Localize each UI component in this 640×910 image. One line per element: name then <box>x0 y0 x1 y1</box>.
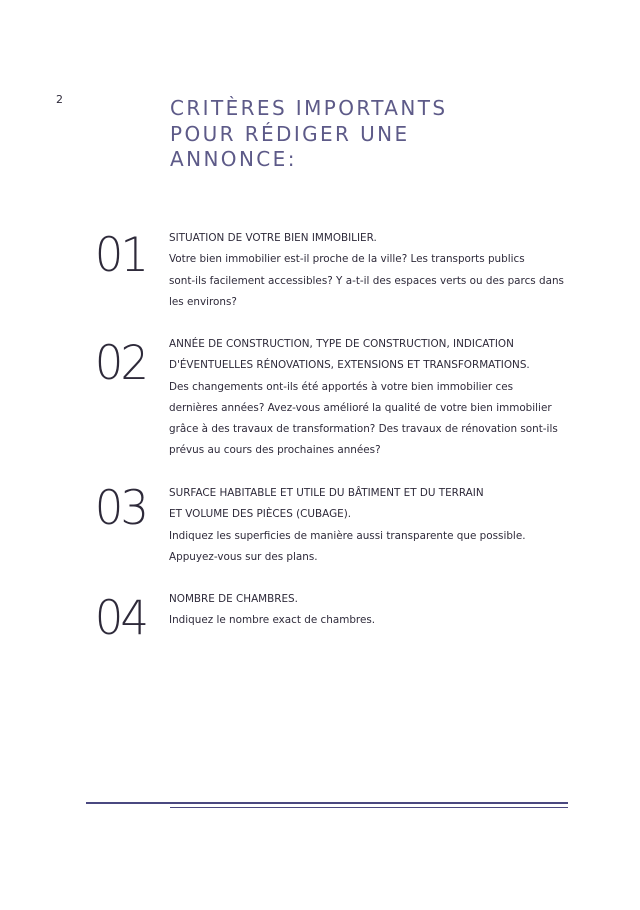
criterion-body-line: grâce à des travaux de transformation? Des travaux de rénovation sont-ils <box>169 423 558 436</box>
criterion-body-line: les environs? <box>169 295 237 308</box>
criterion-text <box>169 589 569 632</box>
title-line: POUR RÉDIGER UNE <box>170 121 410 146</box>
criterion-body-line: dernières années? Avez-vous amélioré la qualité de votre bien immobilier <box>169 401 552 414</box>
criterion-number: 01 <box>94 226 146 283</box>
criterion-text <box>169 483 569 568</box>
criterion-body-line: Appuyez-vous sur des plans. <box>169 550 318 563</box>
page-title <box>170 96 447 173</box>
criterion-heading: ET VOLUME DES PIÈCES (CUBAGE). <box>169 508 352 521</box>
criterion-body-line: prévus au cours des prochaines années? <box>169 444 381 457</box>
criterion-number: 04 <box>94 589 146 646</box>
criterion-body-line: sont-ils facilement accessibles? Y a-t-il des espaces verts ou des parcs dans <box>169 274 564 287</box>
criterion-number: 03 <box>94 479 146 536</box>
criterion-heading: D'ÉVENTUELLES RÉNOVATIONS, EXTENSIONS ET TRANSFORMATIONS. <box>169 359 530 372</box>
criterion-text <box>169 334 569 462</box>
criterion-heading: NOMBRE DE CHAMBRES. <box>169 593 298 605</box>
criterion-body-line: Des changements ont-ils été apportés à votre bien immobilier ces <box>169 380 514 393</box>
criterion-heading: SURFACE HABITABLE ET UTILE DU BÂTIMENT ET DU TERRAIN <box>169 487 484 499</box>
footer-divider <box>86 802 568 804</box>
footer-divider-secondary <box>170 807 568 808</box>
criterion-heading: SITUATION DE VOTRE BIEN IMMOBILIER. <box>169 232 377 244</box>
criterion-body-line: Indiquez le nombre exact de chambres. <box>169 614 376 627</box>
page-number: 2 <box>56 93 63 106</box>
criterion-body-line: Votre bien immobilier est-il proche de la ville? Les transports publics <box>169 253 525 266</box>
criterion-heading: ANNÉE DE CONSTRUCTION, TYPE DE CONSTRUCTION, INDICATION <box>169 338 514 350</box>
title-line: ANNONCE: <box>170 147 297 171</box>
criterion-number: 02 <box>94 334 146 391</box>
title-line: CRITÈRES IMPORTANTS <box>170 96 448 120</box>
criterion-body-line: Indiquez les superficies de manière aussi transparente que possible. <box>169 529 526 542</box>
criterion-text <box>169 228 569 313</box>
